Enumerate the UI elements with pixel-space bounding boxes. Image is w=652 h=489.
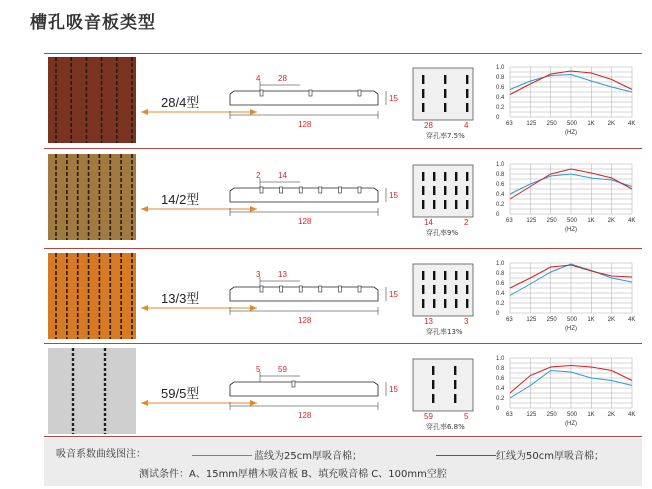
- x-axis-unit: (HZ): [565, 421, 577, 427]
- x-tick-label: 1K: [587, 317, 595, 323]
- hole-width-label: 2: [464, 218, 469, 227]
- dim-thickness: 15: [389, 191, 398, 200]
- x-tick-label: 500: [567, 218, 578, 224]
- dim-groove-pitch: 28: [278, 74, 287, 83]
- y-tick-label: 0.8: [496, 172, 505, 178]
- dim-groove-width: 2: [256, 171, 261, 180]
- perforation-rate: 穿孔率6.8%: [426, 423, 465, 431]
- y-tick-label: 1.0: [496, 356, 505, 362]
- hole-pitch-label: 59: [424, 412, 433, 421]
- dim-groove-width: 4: [256, 74, 261, 83]
- dim-groove-pitch: 13: [278, 270, 287, 279]
- x-tick-label: 250: [546, 218, 557, 224]
- y-tick-label: 0.4: [496, 386, 505, 392]
- dim-thickness: 15: [389, 94, 398, 103]
- y-tick-label: 1.0: [496, 261, 505, 267]
- x-tick-label: 4K: [628, 218, 636, 224]
- y-tick-label: 0.4: [496, 95, 505, 101]
- absorption-chart: [496, 65, 641, 141]
- x-tick-label: 1K: [587, 412, 595, 418]
- x-axis-unit: (HZ): [565, 227, 577, 233]
- material-swatch: [48, 154, 136, 240]
- row-divider: [44, 248, 642, 249]
- y-tick-label: 0.8: [496, 366, 505, 372]
- hole-width-label: 5: [464, 412, 469, 421]
- x-tick-label: 4K: [628, 121, 636, 127]
- x-tick-label: 500: [567, 121, 578, 127]
- dim-thickness: 15: [389, 385, 398, 394]
- y-tick-label: 0.2: [496, 301, 505, 307]
- material-swatch: [48, 253, 136, 339]
- x-tick-label: 125: [526, 317, 537, 323]
- hole-pitch-label: 14: [424, 218, 433, 227]
- legend-red-text: 红线为50cm厚吸音棉；: [496, 451, 604, 462]
- y-tick-label: 0.6: [496, 182, 505, 188]
- perforation-diagram: [412, 160, 484, 242]
- x-tick-label: 250: [546, 317, 557, 323]
- x-tick-label: 63: [506, 121, 513, 127]
- x-axis-unit: (HZ): [565, 326, 577, 332]
- panel-row: [44, 251, 642, 341]
- legend-title: 吸音系数曲线图注：: [56, 449, 146, 460]
- x-tick-label: 2K: [607, 317, 616, 323]
- y-tick-label: 0.6: [496, 376, 505, 382]
- x-axis-unit: (HZ): [565, 130, 577, 136]
- dim-groove-width: 3: [256, 270, 261, 279]
- dim-groove-width: 5: [256, 365, 261, 374]
- x-tick-label: 63: [506, 218, 513, 224]
- x-tick-label: 4K: [628, 412, 636, 418]
- hole-width-label: 4: [464, 121, 469, 130]
- y-tick-label: 0: [496, 406, 500, 412]
- hole-pitch-label: 13: [424, 317, 433, 326]
- hole-pitch-label: 28: [424, 121, 433, 130]
- dim-groove-pitch: 59: [278, 365, 287, 374]
- perforation-diagram: [412, 354, 484, 436]
- section-profile: [220, 152, 398, 246]
- y-tick-label: 0.2: [496, 202, 505, 208]
- y-tick-label: 1.0: [496, 162, 505, 168]
- perforation-rate: 穿孔率7.5%: [426, 132, 465, 140]
- x-tick-label: 125: [526, 121, 537, 127]
- x-tick-label: 2K: [607, 218, 616, 224]
- y-tick-label: 0.8: [496, 75, 505, 81]
- legend-red-line: [436, 455, 496, 456]
- x-tick-label: 250: [546, 412, 557, 418]
- legend-box: [44, 438, 642, 486]
- x-tick-label: 250: [546, 121, 557, 127]
- panel-row: [44, 55, 642, 145]
- y-tick-label: 1.0: [496, 65, 505, 71]
- x-tick-label: 1K: [587, 121, 595, 127]
- absorption-chart: [496, 261, 641, 337]
- material-swatch: [48, 57, 136, 143]
- perforation-rate: 穿孔率9%: [426, 229, 459, 237]
- x-tick-label: 4K: [628, 317, 636, 323]
- dim-width: 128: [298, 120, 312, 129]
- y-tick-label: 0.4: [496, 192, 505, 198]
- panel-type-label: 28/4型: [161, 95, 200, 110]
- x-tick-label: 2K: [607, 121, 616, 127]
- y-tick-label: 0.6: [496, 85, 505, 91]
- section-profile: [220, 251, 398, 345]
- x-tick-label: 2K: [607, 412, 616, 418]
- page-title: 槽孔吸音板类型: [30, 13, 156, 33]
- x-tick-label: 1K: [587, 218, 595, 224]
- section-profile: [220, 346, 398, 440]
- perforation-diagram: [412, 63, 484, 145]
- y-tick-label: 0: [496, 212, 500, 218]
- test-conditions: 测试条件：A、15mm厚槽木吸音板 B、填充吸音棉 C、100mm空腔: [139, 469, 447, 480]
- perforation-rate: 穿孔率13%: [426, 328, 463, 336]
- panel-type-label: 13/3型: [161, 291, 200, 306]
- dim-width: 128: [298, 217, 312, 226]
- y-tick-label: 0: [496, 115, 500, 121]
- y-tick-label: 0.2: [496, 396, 505, 402]
- row-divider: [44, 53, 642, 54]
- legend-blue-line: [192, 455, 252, 456]
- x-tick-label: 63: [506, 317, 513, 323]
- panel-row: [44, 346, 642, 436]
- panel-type-label: 14/2型: [161, 192, 200, 207]
- y-tick-label: 0.4: [496, 291, 505, 297]
- y-tick-label: 0.6: [496, 281, 505, 287]
- x-tick-label: 500: [567, 317, 578, 323]
- legend-blue-text: 蓝线为25cm厚吸音棉；: [254, 451, 362, 462]
- absorption-chart: [496, 162, 641, 238]
- y-tick-label: 0: [496, 311, 500, 317]
- x-tick-label: 125: [526, 218, 537, 224]
- perforation-diagram: [412, 259, 484, 341]
- y-tick-label: 0.8: [496, 271, 505, 277]
- panel-type-label: 59/5型: [161, 386, 200, 401]
- dim-groove-pitch: 14: [278, 171, 287, 180]
- x-tick-label: 500: [567, 412, 578, 418]
- dim-width: 128: [298, 316, 312, 325]
- hole-width-label: 3: [464, 317, 469, 326]
- dim-thickness: 15: [389, 290, 398, 299]
- y-tick-label: 0.2: [496, 105, 505, 111]
- absorption-chart: [496, 356, 641, 432]
- section-profile: [220, 55, 398, 149]
- x-tick-label: 63: [506, 412, 513, 418]
- x-tick-label: 125: [526, 412, 537, 418]
- panel-row: [44, 152, 642, 242]
- material-swatch: [48, 348, 136, 434]
- dim-width: 128: [298, 411, 312, 420]
